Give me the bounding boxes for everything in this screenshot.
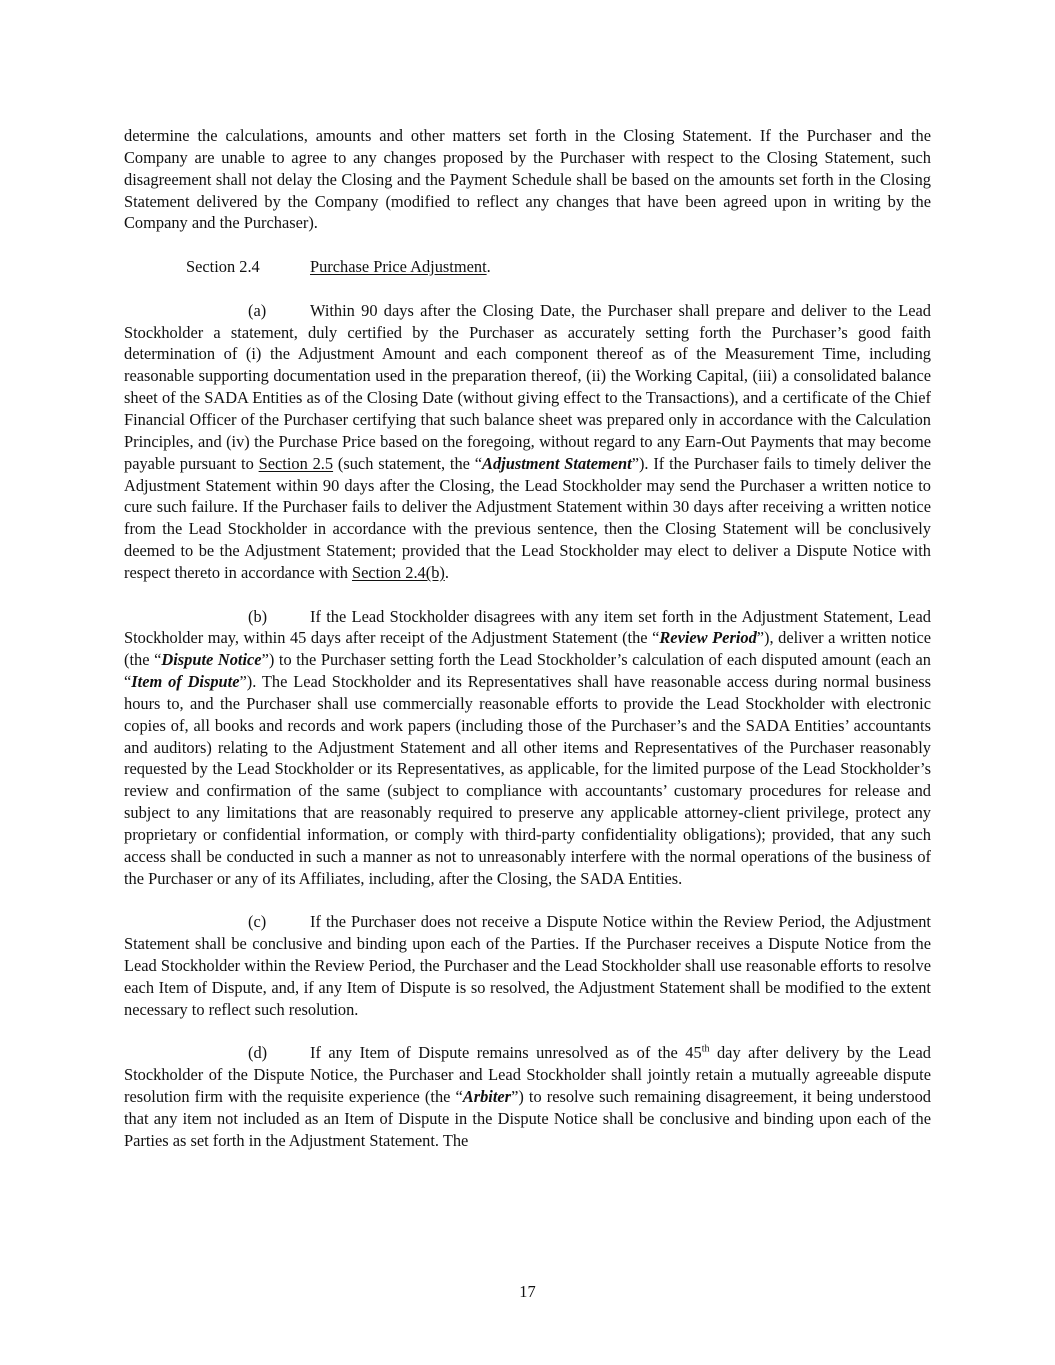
paragraph-d-marker: (d) (248, 1043, 268, 1063)
paragraph-a-text-2: (such statement, the “ (333, 453, 483, 473)
paragraph-b-text-2: ”), deliver a written notice (the “ (124, 628, 931, 670)
paragraph-d-text-2: day after delivery by the Lead Stockholder of the Dispute Notice, the Purchaser and Lead Stockholder shall jointly retain a mutually agreeable dispute resolution firm with the requisite experience (the “ (124, 1043, 931, 1107)
intro-paragraph: determine the calculations, amounts and other matters set forth in the Closing Statement. If the Purchaser and the Company are unable to agree to any changes proposed by the Purchaser with respect to the Closing Statement, such disagreement shall not delay the Closing and the Payment Schedule shall be based on the amounts set forth in the Closing Statement delivered by the Company (modified to reflect any changes that have been agreed upon in writing by the Company and the Purchaser). (124, 126, 931, 233)
paragraph-a-text-3: ”). If the Purchaser fails to timely deliver the Adjustment Statement within 90 days after the Closing, the Lead Stockholder may send the Purchaser a written notice to cure such failure. If the Purchaser fails to deliver the Adjustment Statement within 30 days after receiving a written notice from the Lead Stockholder in accordance with the previous sentence, then the Closing Statement will be conclusively deemed to be the Adjustment Statement; provided that the Lead Stockholder may elect to deliver a Dispute Notice with respect thereto in accordance with (124, 453, 931, 582)
defined-term-arbiter: Arbiter (462, 1087, 512, 1107)
defined-term-dispute-notice: Dispute Notice (161, 650, 262, 670)
section-2-5-link[interactable]: Section 2.5 (258, 453, 334, 473)
paragraph-b-text-3: ”) to the Purchaser setting forth the Lead Stockholder’s calculation of each disputed amount (each an “ (124, 650, 931, 692)
section-title-period: . (486, 257, 491, 277)
paragraph-d-text-3: ”) to resolve such remaining disagreement, it being understood that any item not included as an Item of Dispute in the Dispute Notice shall be conclusive and binding upon each of the Parties as set forth in the Adjustment Statement. The (124, 1087, 931, 1150)
paragraph-a (124, 300, 931, 584)
paragraph-b-text-1: If the Lead Stockholder disagrees with any item set forth in the Adjustment Statement, Lead Stockholder may, within 45 days after receipt of the Adjustment Statement (the “ (124, 606, 931, 648)
paragraph-c (124, 911, 931, 1020)
paragraph-b (124, 606, 931, 890)
ordinal-suffix: th (701, 1043, 710, 1055)
section-heading (124, 256, 931, 278)
paragraph-b-text-4: ”). The Lead Stockholder and its Representatives shall have reasonable access during normal business hours to, and the Purchaser shall use commercially reasonable efforts to provide the Lead Stockholder with electronic copies of, all books and records and work papers (including those of the Purchaser’s and the SADA Entities’ accountants and auditors) relating to the Adjustment Statement and all other items and Representatives of the Purchaser reasonably requested by the Lead Stockholder or its Representatives, as applicable, for the limited purpose of the Lead Stockholder’s review and confirmation of the same (subject to compliance with accountants’ customary procedures for release and subject to any limitations that are reasonably required to preserve any applicable attorney-client privilege, protect any proprietary or confidential information, or comply with third-party confidentiality obligations); provided, that any such access shall be conducted in such a manner as not to unreasonably interfere with the normal operations of the business of the Purchaser or any of its Affiliates, including, after the Closing, the SADA Entities. (124, 672, 931, 888)
defined-term-review-period: Review Period (659, 628, 757, 648)
paragraph-d-text-1: If any Item of Dispute remains unresolved as of the 45 (310, 1043, 702, 1063)
defined-term-adjustment-statement: Adjustment Statement (482, 453, 632, 473)
section-title: Purchase Price Adjustment (310, 257, 487, 277)
paragraph-a-marker: (a) (248, 300, 267, 320)
paragraph-c-marker: (c) (248, 912, 267, 932)
section-2-4b-link[interactable]: Section 2.4(b) (352, 562, 445, 582)
defined-term-item-of-dispute: Item of Dispute (131, 672, 240, 692)
document-page (124, 125, 931, 1152)
section-number: Section 2.4 (186, 257, 260, 277)
paragraph-d (124, 1042, 931, 1151)
paragraph-a-text-4: . (444, 562, 449, 582)
paragraph-a-text-1: Within 90 days after the Closing Date, the Purchaser shall prepare and deliver to the Lead Stockholder a statement, duly certified by the Purchaser as accurately setting forth the Purchaser’s good faith determination of (i) the Adjustment Amount and each component thereof as of the Measurement Time, including reasonable supporting documentation used in the preparation thereof, (ii) the Working Capital, (iii) a consolidated balance sheet of the SADA Entities as of the Closing Date (without giving effect to the Transactions), and a certificate of the Chief Financial Officer of the Purchaser certifying that such balance sheet was prepared only in accordance with the Calculation Principles, and (iv) the Purchase Price based on the foregoing, without regard to any Earn-Out Payments that may become payable pursuant to (124, 300, 931, 473)
page-number: 17 (519, 1282, 536, 1301)
paragraph-b-marker: (b) (248, 606, 268, 626)
paragraph-c-text: If the Purchaser does not receive a Dispute Notice within the Review Period, the Adjustment Statement shall be conclusive and binding upon each of the Parties. If the Purchaser receives a Dispute Notice from the Lead Stockholder within the Review Period, the Purchaser and the Lead Stockholder shall use reasonable efforts to resolve each Item of Dispute, and, if any Item of Dispute is so resolved, the Adjustment Statement shall be modified to the extent necessary to reflect such resolution. (124, 912, 931, 1019)
